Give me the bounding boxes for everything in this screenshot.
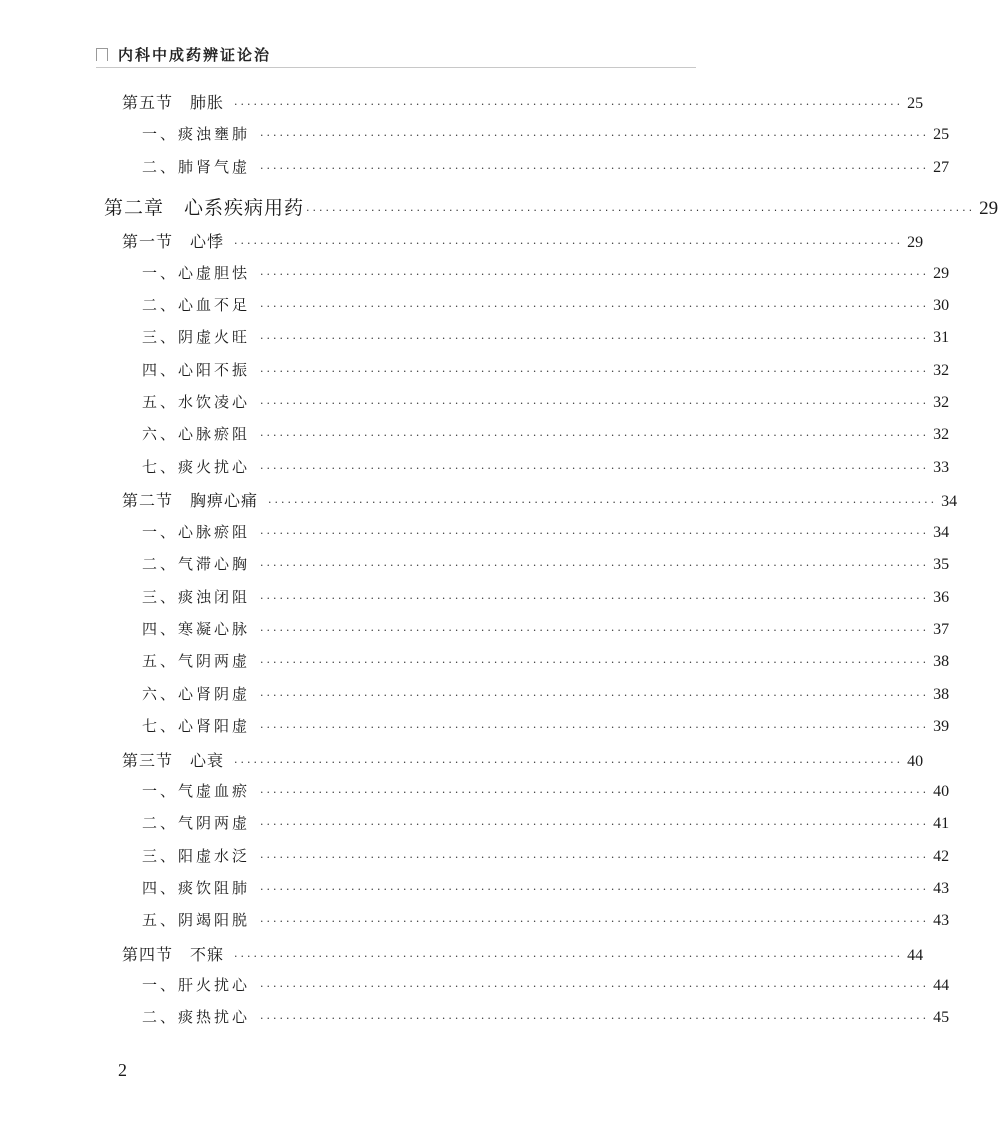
- dot-leader: ·······································································································: [260, 332, 930, 345]
- page-number: 2: [118, 1060, 127, 1080]
- dot-leader: ·······································································································: [260, 721, 930, 734]
- toc-item-entry[interactable]: [142, 326, 950, 352]
- toc-entry-page: 40: [933, 783, 950, 800]
- dot-leader: ·······································································································: [260, 818, 930, 831]
- toc-entry-title: 二、气阴两虚: [142, 814, 251, 832]
- toc-item-entry[interactable]: [142, 262, 950, 288]
- toc-entry-page: 38: [933, 686, 950, 703]
- toc-entry-page: 29: [979, 198, 998, 219]
- dot-leader: ·······································································································: [260, 624, 930, 637]
- running-header: [96, 44, 696, 68]
- toc-section-entry[interactable]: [122, 942, 924, 968]
- toc-entry-title: 七、心肾阳虚: [142, 717, 251, 735]
- toc-item-entry[interactable]: [142, 618, 950, 644]
- toc-entry-page: 41: [933, 815, 950, 832]
- dot-leader: ·······································································································: [260, 397, 930, 410]
- header-rule: [96, 67, 696, 68]
- toc-entry-title: 二、心血不足: [142, 296, 251, 314]
- toc-entry-page: 35: [933, 556, 950, 573]
- dot-leader: ·······································································································: [260, 980, 930, 993]
- toc-item-entry[interactable]: [142, 715, 950, 741]
- toc-entry-title: 三、阴虚火旺: [142, 328, 251, 346]
- toc-item-entry[interactable]: [142, 553, 950, 579]
- toc-item-entry[interactable]: [142, 423, 950, 449]
- dot-leader: ·······································································································: [260, 915, 930, 928]
- toc-entry-title: 第一节 心悸: [122, 232, 225, 251]
- dot-leader: ·······································································································: [260, 592, 930, 605]
- dot-leader: ·······································································································: [234, 756, 904, 769]
- toc-entry-page: 36: [933, 589, 950, 606]
- dot-leader: ·······································································································: [260, 527, 930, 540]
- dot-leader: ·······································································································: [260, 129, 930, 142]
- toc-item-entry[interactable]: [142, 1006, 950, 1032]
- dot-leader: ·······································································································: [268, 496, 938, 509]
- toc-entry-page: 29: [933, 265, 950, 282]
- toc-entry-page: 39: [933, 718, 950, 735]
- toc-section-entry[interactable]: [122, 748, 924, 774]
- toc-item-entry[interactable]: [142, 586, 950, 612]
- toc-item-entry[interactable]: [142, 909, 950, 935]
- toc-item-entry[interactable]: [142, 156, 950, 182]
- dot-leader: ·······································································································: [260, 689, 930, 702]
- toc-entry-title: 第二章 心系疾病用药: [104, 197, 305, 219]
- toc-section-entry[interactable]: [122, 90, 924, 116]
- dot-leader: ·······································································································: [260, 1012, 930, 1025]
- toc-item-entry[interactable]: [142, 650, 950, 676]
- toc-entry-page: 44: [933, 977, 950, 994]
- toc-entry-title: 五、阴竭阳脱: [142, 911, 251, 929]
- toc-entry-title: 第二节 胸痹心痛: [122, 491, 259, 510]
- toc-entry-page: 43: [933, 880, 950, 897]
- toc-section-entry[interactable]: [122, 229, 924, 255]
- dot-leader: ·······································································································: [260, 162, 930, 175]
- toc-entry-page: 34: [941, 493, 958, 510]
- toc-entry-page: 32: [933, 362, 950, 379]
- toc-entry-title: 第四节 不寐: [122, 945, 225, 964]
- toc-item-entry[interactable]: [142, 974, 950, 1000]
- corner-mark-icon: [96, 48, 108, 61]
- dot-leader: ·······································································································: [260, 786, 930, 799]
- toc-entry-title: 一、心脉瘀阻: [142, 523, 251, 541]
- book-title: 内科中成药辨证论治: [118, 46, 272, 64]
- toc-entry-title: 三、阳虚水泛: [142, 847, 251, 865]
- toc-item-entry[interactable]: [142, 521, 950, 547]
- dot-leader: ·······································································································: [260, 300, 930, 313]
- toc-entry-title: 第五节 肺胀: [122, 93, 225, 112]
- toc-entry-title: 六、心脉瘀阻: [142, 425, 251, 443]
- toc-entry-title: 五、气阴两虚: [142, 652, 251, 670]
- toc-entry-title: 七、痰火扰心: [142, 458, 251, 476]
- toc-entry-page: 27: [933, 159, 950, 176]
- toc-entry-page: 38: [933, 653, 950, 670]
- dot-leader: ·······································································································: [260, 851, 930, 864]
- toc-entry-title: 四、心阳不振: [142, 361, 251, 379]
- toc-entry-page: 25: [933, 126, 950, 143]
- toc-entry-page: 34: [933, 524, 950, 541]
- dot-leader: ·······································································································: [234, 98, 904, 111]
- toc-chapter-entry[interactable]: [104, 193, 998, 219]
- toc-entry-title: 一、痰浊壅肺: [142, 125, 251, 143]
- toc-entry-title: 二、气滞心胸: [142, 555, 251, 573]
- toc-item-entry[interactable]: [142, 391, 950, 417]
- toc-entry-page: 43: [933, 912, 950, 929]
- toc-entry-title: 六、心肾阴虚: [142, 685, 251, 703]
- toc-entry-title: 四、痰饮阻肺: [142, 879, 251, 897]
- toc-item-entry[interactable]: [142, 123, 950, 149]
- dot-leader: ·······································································································: [260, 365, 930, 378]
- toc-entry-title: 第三节 心衰: [122, 751, 225, 770]
- dot-leader: ·······································································································: [260, 883, 930, 896]
- toc-entry-page: 25: [907, 95, 924, 112]
- toc-entry-page: 40: [907, 753, 924, 770]
- dot-leader: ·······································································································: [234, 237, 904, 250]
- dot-leader: ·······································································································: [260, 429, 930, 442]
- dot-leader: ·······································································································: [306, 204, 976, 217]
- toc-entry-title: 一、心虚胆怯: [142, 264, 251, 282]
- toc-entry-title: 一、肝火扰心: [142, 976, 251, 994]
- toc-entry-page: 44: [907, 947, 924, 964]
- toc-entry-page: 42: [933, 848, 950, 865]
- dot-leader: ·······································································································: [234, 950, 904, 963]
- toc-entry-title: 一、气虚血瘀: [142, 782, 251, 800]
- toc-item-entry[interactable]: [142, 294, 950, 320]
- toc-entry-title: 二、肺肾气虚: [142, 158, 251, 176]
- toc-item-entry[interactable]: [142, 812, 950, 838]
- dot-leader: ·······································································································: [260, 268, 930, 281]
- toc-entry-title: 三、痰浊闭阻: [142, 588, 251, 606]
- toc-entry-page: 33: [933, 459, 950, 476]
- dot-leader: ·······································································································: [260, 462, 930, 475]
- dot-leader: ·······································································································: [260, 656, 930, 669]
- toc-section-entry[interactable]: [122, 488, 958, 514]
- dot-leader: ·······································································································: [260, 559, 930, 572]
- toc-item-entry[interactable]: [142, 456, 950, 482]
- toc-entry-page: 29: [907, 234, 924, 251]
- toc-item-entry[interactable]: [142, 877, 950, 903]
- toc-entry-page: 37: [933, 621, 950, 638]
- toc-entry-title: 五、水饮凌心: [142, 393, 251, 411]
- toc-entry-page: 45: [933, 1009, 950, 1026]
- toc-entry-page: 31: [933, 329, 950, 346]
- toc-item-entry[interactable]: [142, 359, 950, 385]
- toc-entry-page: 32: [933, 394, 950, 411]
- toc-item-entry[interactable]: [142, 780, 950, 806]
- toc-entry-page: 30: [933, 297, 950, 314]
- toc-item-entry[interactable]: [142, 683, 950, 709]
- toc-item-entry[interactable]: [142, 845, 950, 871]
- toc-entry-page: 32: [933, 426, 950, 443]
- toc-entry-title: 二、痰热扰心: [142, 1008, 251, 1026]
- toc-entry-title: 四、寒凝心脉: [142, 620, 251, 638]
